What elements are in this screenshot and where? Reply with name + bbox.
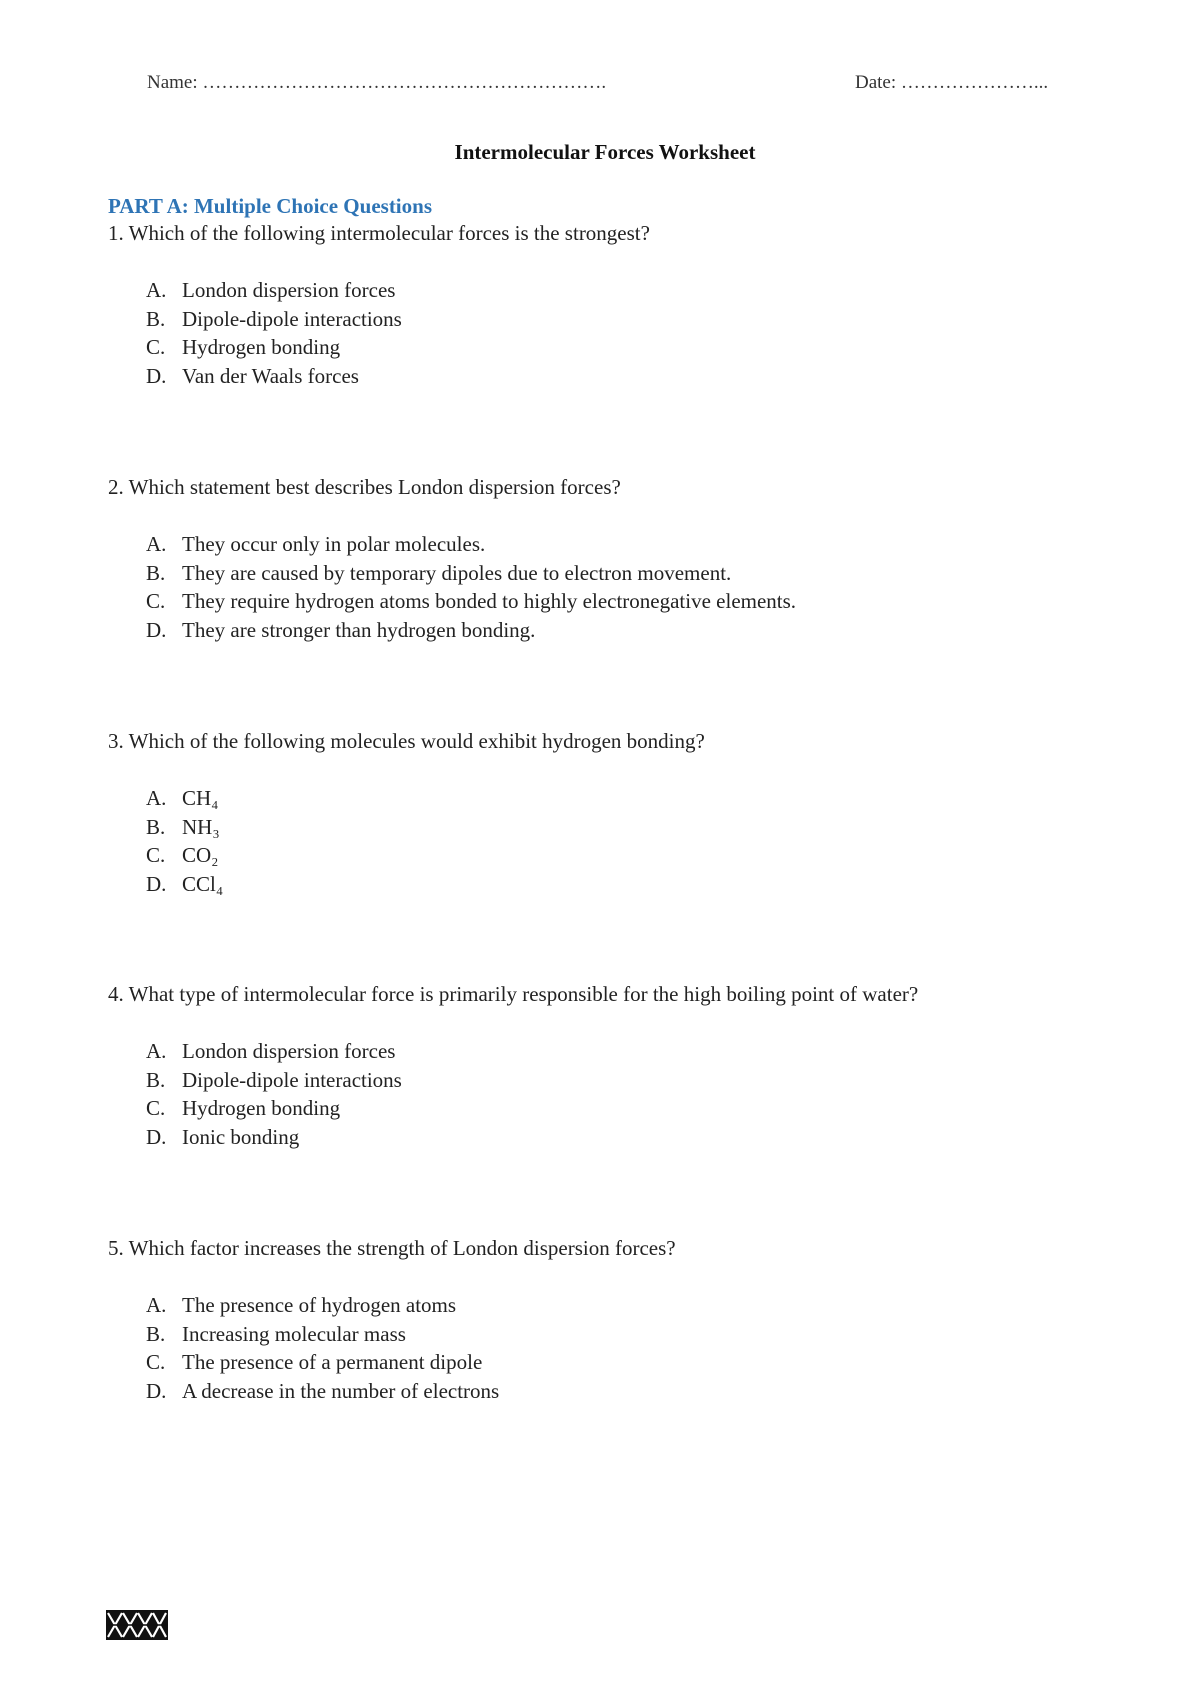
option-text: Dipole-dipole interactions [182, 306, 402, 331]
question-stem: 5. Which factor increases the strength of London dispersion forces? [108, 1236, 676, 1260]
section-heading: PART A: Multiple Choice Questions [108, 194, 432, 218]
option-text: CH₄ [182, 786, 219, 810]
question-stem: 1. Which of the following intermolecular forces is the strongest? [108, 221, 650, 245]
question-3 [108, 728, 1108, 898]
option-d [108, 616, 1108, 645]
option-list [108, 1037, 1108, 1151]
option-text: The presence of a permanent dipole [182, 1350, 483, 1374]
option-text: They require hydrogen atoms bonded to highly electronegative elements. [182, 589, 797, 613]
date-field: Date: …………………... [855, 72, 1049, 93]
option-letter: A. [146, 1293, 167, 1317]
option-letter: B. [146, 560, 166, 585]
option-letter: D. [146, 1378, 167, 1403]
option-text: They occur only in polar molecules. [182, 532, 486, 556]
question-1 [108, 220, 1108, 390]
option-letter: C. [146, 1096, 166, 1120]
option-letter: B. [146, 1321, 166, 1346]
option-letter: C. [146, 589, 166, 613]
option-letter: D. [146, 363, 167, 388]
option-text: CCl₄ [182, 871, 224, 896]
option-list [108, 1291, 1108, 1405]
option-text: NH₃ [182, 814, 220, 839]
option-text: Dipole-dipole interactions [182, 1067, 402, 1092]
option-d [108, 1123, 1108, 1152]
option-text: London dispersion forces [182, 278, 396, 302]
option-d [108, 362, 1108, 391]
option-letter: D. [146, 871, 167, 896]
option-text: CO₂ [182, 843, 219, 867]
option-text: London dispersion forces [182, 1039, 396, 1063]
option-c [108, 1348, 1108, 1377]
question-2 [108, 474, 1108, 644]
option-a [108, 276, 1108, 305]
option-letter: B. [146, 306, 166, 331]
option-b [108, 305, 1108, 334]
option-text: A decrease in the number of electrons [182, 1378, 500, 1403]
option-text: The presence of hydrogen atoms [182, 1293, 457, 1317]
option-text: Hydrogen bonding [182, 1096, 341, 1120]
option-a [108, 784, 1108, 813]
option-text: They are caused by temporary dipoles due to electron movement. [182, 560, 732, 585]
question-stem: 2. Which statement best describes London dispersion forces? [108, 475, 621, 499]
option-c [108, 841, 1108, 870]
option-a [108, 530, 1108, 559]
option-letter: A. [146, 532, 167, 556]
option-text: Ionic bonding [182, 1124, 300, 1149]
option-a [108, 1291, 1108, 1320]
option-letter: C. [146, 1350, 166, 1374]
option-letter: D. [146, 1124, 167, 1149]
option-letter: A. [146, 786, 167, 810]
option-text: Van der Waals forces [182, 363, 359, 388]
option-text: They are stronger than hydrogen bonding. [182, 617, 536, 642]
page-title: Intermolecular Forces Worksheet [454, 140, 756, 164]
option-letter: C. [146, 843, 166, 867]
option-a [108, 1037, 1108, 1066]
question-stem: 3. Which of the following molecules would exhibit hydrogen bonding? [108, 729, 705, 753]
option-c [108, 587, 1108, 616]
option-b [108, 813, 1108, 842]
option-letter: B. [146, 1067, 166, 1092]
question-5 [108, 1235, 1108, 1405]
option-c [108, 333, 1108, 362]
option-letter: D. [146, 617, 167, 642]
question-4 [108, 981, 1108, 1151]
option-b [108, 559, 1108, 588]
option-d [108, 870, 1108, 899]
option-text: Increasing molecular mass [182, 1321, 406, 1346]
option-list [108, 530, 1108, 644]
option-b [108, 1320, 1108, 1349]
option-letter: B. [146, 814, 166, 839]
option-letter: A. [146, 278, 167, 302]
option-letter: C. [146, 335, 166, 359]
option-b [108, 1066, 1108, 1095]
option-text: Hydrogen bonding [182, 335, 341, 359]
pattern-logo-icon [106, 1610, 168, 1640]
name-field: Name: ………………………………………………………. [147, 72, 607, 93]
option-list [108, 784, 1108, 898]
option-letter: A. [146, 1039, 167, 1063]
option-list [108, 276, 1108, 390]
option-c [108, 1094, 1108, 1123]
option-d [108, 1377, 1108, 1406]
question-stem: 4. What type of intermolecular force is primarily responsible for the high boiling point of water? [108, 982, 919, 1006]
